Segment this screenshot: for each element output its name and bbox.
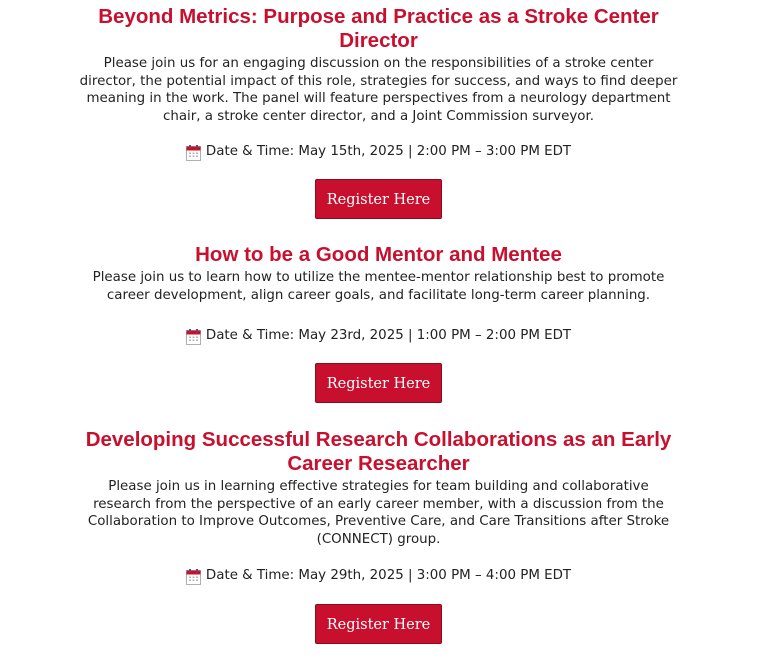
event-description: Please join us in learning effective strategies for team building and collaborative research from the perspective of an early career member, with a discussion from the Collaboration to Improve Outcomes, Preventive Care, and Care Transitions after Stroke (CONNECT) group. xyxy=(87,479,670,547)
event-description: Please join us for an engaging discussion on the responsibilities of a stroke center director, the potential impact of this role, strategies for success, and ways to find deeper meaning in the work. The panel will feature perspectives from a neurology department chair, a stroke center director, and a Joint Commission surveyor. xyxy=(79,56,678,124)
event-datetime: Date & Time: May 15th, 2025 | 2:00 PM – 3:00 PM EDT xyxy=(205,144,572,159)
event-1-datetime-row xyxy=(0,143,757,161)
event-title: Developing Successful Research Collaborations as an Early Career Researcher xyxy=(85,428,672,475)
event-3 xyxy=(0,428,757,548)
event-title: How to be a Good Mentor and Mentee xyxy=(195,243,562,266)
event-description: Please join us to learn how to utilize the mentee-mentor relationship best to promote career development, align career goals, and facilitate long-term career planning. xyxy=(92,270,665,303)
event-1 xyxy=(0,5,757,125)
event-3-register xyxy=(0,604,757,644)
event-datetime: Date & Time: May 29th, 2025 | 3:00 PM – 4:00 PM EDT xyxy=(205,568,572,583)
register-button[interactable]: Register Here xyxy=(315,604,443,644)
event-2-register xyxy=(0,363,757,403)
register-button[interactable]: Register Here xyxy=(315,363,443,403)
calendar-icon xyxy=(186,145,200,160)
calendar-icon xyxy=(186,329,200,344)
event-2 xyxy=(0,243,757,304)
calendar-icon xyxy=(186,569,200,584)
event-3-datetime-row xyxy=(0,567,757,585)
register-button[interactable]: Register Here xyxy=(315,179,443,219)
event-datetime: Date & Time: May 23rd, 2025 | 1:00 PM – 2:00 PM EDT xyxy=(205,328,572,343)
event-title: Beyond Metrics: Purpose and Practice as a Stroke Center Director xyxy=(98,5,659,52)
event-2-datetime-row xyxy=(0,327,757,345)
event-1-register xyxy=(0,179,757,219)
